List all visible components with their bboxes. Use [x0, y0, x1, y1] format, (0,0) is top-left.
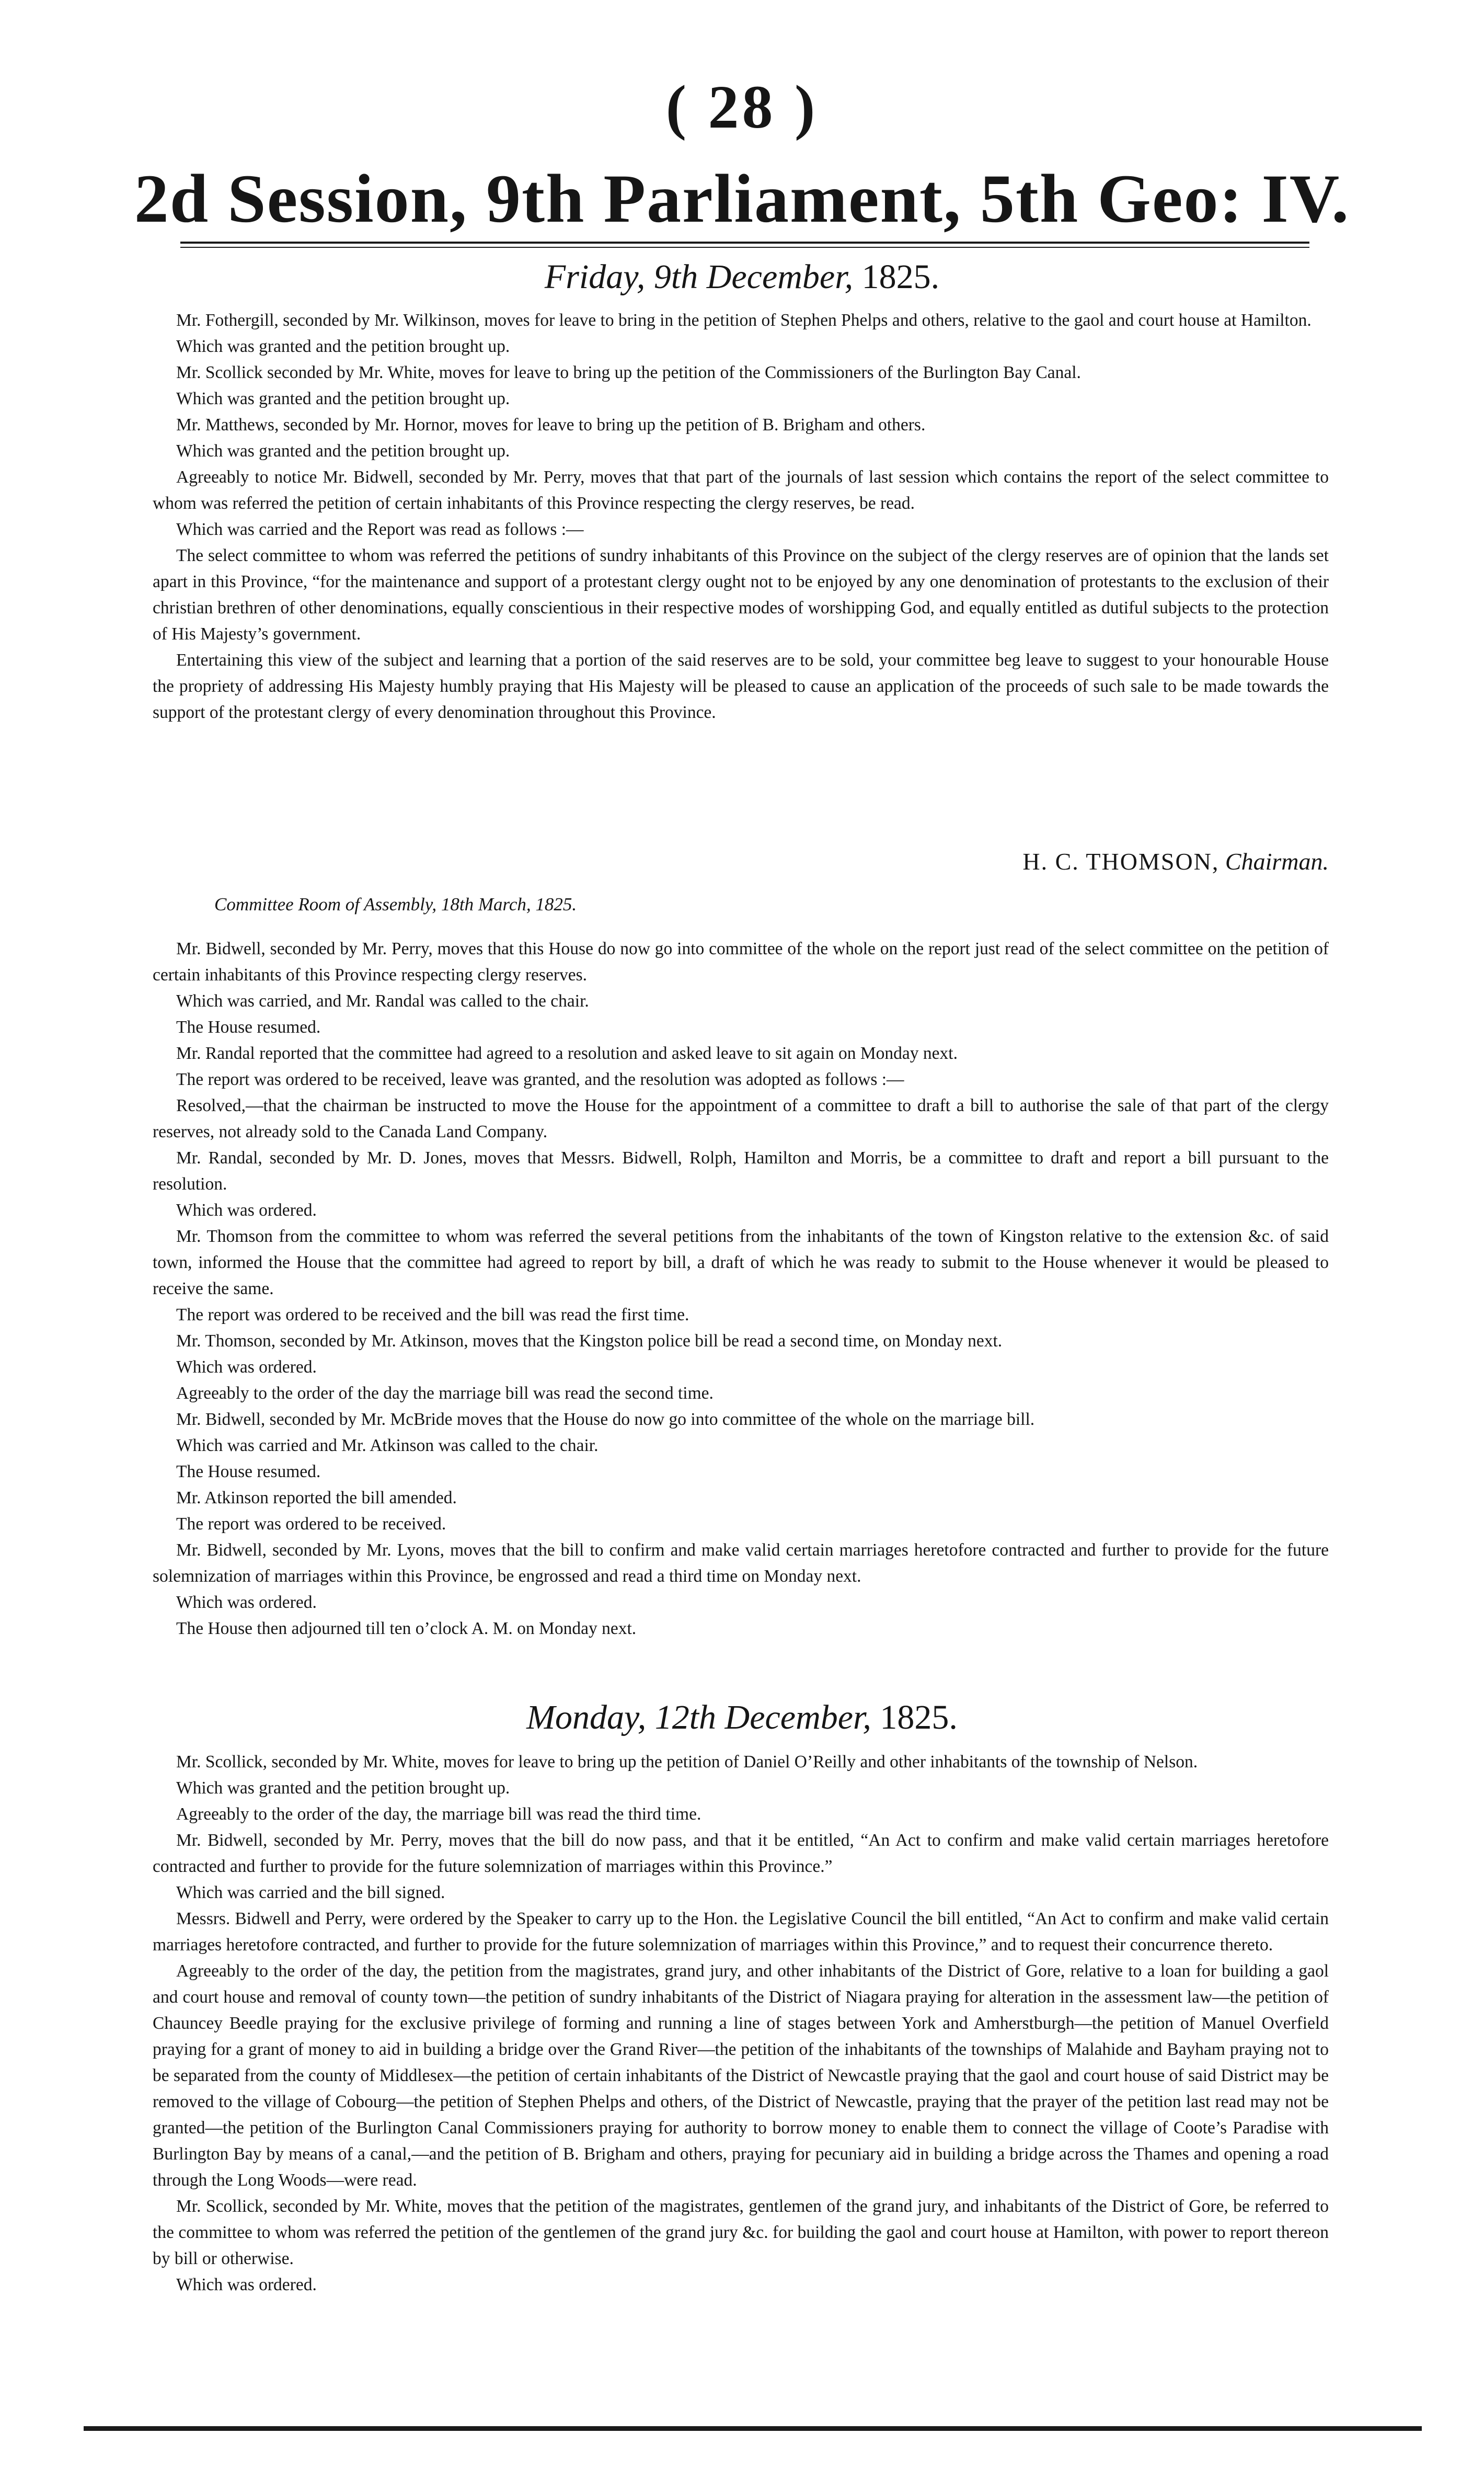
- paragraph: Which was granted and the petition brought up.: [176, 389, 510, 408]
- paragraph: Which was granted and the petition brought up.: [176, 1778, 510, 1798]
- paragraph: Agreeably to the order of the day, the marriage bill was read the third time.: [176, 1804, 701, 1824]
- paragraph: The House then adjourned till ten o’clock A. M. on Monday next.: [176, 1619, 637, 1638]
- paragraph: Mr. Bidwell, seconded by Mr. Perry, moves that this House do now go into committee of the whole on the report just read of the select committee on the petition of certain inhabitants of this Province respecting clergy reserves.: [153, 939, 1329, 985]
- friday-proceedings: [153, 307, 1329, 726]
- signature-name: H. C. THOMSON,: [1022, 848, 1220, 875]
- paragraph: Which was ordered.: [176, 1357, 317, 1377]
- paragraph: Mr. Thomson, seconded by Mr. Atkinson, moves that the Kingston police bill be read a second time, on Monday next.: [176, 1331, 1003, 1351]
- monday-date: Monday, 12th December,: [526, 1698, 871, 1736]
- paragraph: Mr. Bidwell, seconded by Mr. Perry, moves that the bill do now pass, and that it be entitled, “An Act to confirm and make valid certain marriages heretofore contracted and further to provide for the future solemnization of marriages within this Province.”: [153, 1831, 1329, 1876]
- title-rule: [180, 242, 1309, 248]
- paragraph: The report was ordered to be received.: [176, 1514, 446, 1534]
- paragraph: Mr. Bidwell, seconded by Mr. Lyons, moves that the bill to confirm and make valid certain marriages heretofore contracted and further to provide for the future solemnization of marriages within this Province, be engrossed and read a third time on Monday next.: [153, 1540, 1329, 1586]
- friday-proceedings-continued: [153, 936, 1329, 1642]
- paragraph: Which was granted and the petition brought up.: [176, 441, 510, 461]
- paragraph: Mr. Thomson from the committee to whom was referred the several petitions from the inhabitants of the town of Kingston relative to the extension &c. of said town, informed the House that the committee had agreed to report by bill, a draft of which he was ready to submit to the House whenever it would be pleased to receive the same.: [153, 1227, 1329, 1298]
- monday-proceedings: [153, 1749, 1329, 2298]
- paragraph: The House resumed.: [176, 1018, 321, 1037]
- friday-date: Friday, 9th December,: [544, 258, 854, 296]
- paragraph: The House resumed.: [176, 1462, 321, 1481]
- committee-room-line: Committee Room of Assembly, 18th March, 1825.: [214, 894, 577, 915]
- friday-date-year: 1825.: [861, 258, 940, 296]
- committee-signature: [153, 846, 1329, 877]
- monday-date-year: 1825.: [880, 1698, 958, 1736]
- paragraph: Which was carried, and Mr. Randal was called to the chair.: [176, 991, 589, 1011]
- paragraph: Which was ordered.: [176, 1593, 317, 1612]
- paragraph: Mr. Randal reported that the committee had agreed to a resolution and asked leave to sit again on Monday next.: [176, 1044, 958, 1063]
- paragraph: Agreeably to the order of the day the marriage bill was read the second time.: [176, 1384, 714, 1403]
- paragraph: The select committee to whom was referred the petitions of sundry inhabitants of this Province on the subject of the clergy reserves are of opinion that the lands set apart in this Province, “for the maintenance and support of a protestant clergy ought not to be enjoyed by any one denomination of protestants to the exclusion of their christian brethren of other denominations, equally conscientious in their respective modes of worshipping God, and equally entitled as dutiful subjects to the protection of His Majesty’s government.: [153, 546, 1329, 644]
- paragraph: Mr. Fothergill, seconded by Mr. Wilkinson, moves for leave to bring in the petition of Stephen Phelps and others, relative to the gaol and court house at Hamilton.: [176, 311, 1312, 330]
- paragraph: Mr. Scollick seconded by Mr. White, moves for leave to bring up the petition of the Commissioners of the Burlington Bay Canal.: [176, 363, 1081, 382]
- signature-role: Chairman.: [1225, 848, 1329, 875]
- paragraph: Which was carried and the bill signed.: [176, 1883, 445, 1902]
- session-title: 2d Session, 9th Parliament, 5th Geo: IV.: [134, 160, 1350, 237]
- paragraph: Mr. Scollick, seconded by Mr. White, moves for leave to bring up the petition of Daniel O’Reilly and other inhabitants of the township of Nelson.: [176, 1752, 1198, 1772]
- paragraph: Mr. Matthews, seconded by Mr. Hornor, moves for leave to bring up the petition of B. Brigham and others.: [176, 415, 926, 435]
- friday-date-heading: [0, 256, 1484, 298]
- paragraph: Resolved,—that the chairman be instructed to move the House for the appointment of a committee to draft a bill to authorise the sale of that part of the clergy reserves, not already sold to the Canada Land Company.: [153, 1096, 1329, 1141]
- paragraph: Which was ordered.: [176, 2275, 317, 2294]
- paragraph: Which was granted and the petition brought up.: [176, 337, 510, 356]
- paragraph: Mr. Atkinson reported the bill amended.: [176, 1488, 457, 1507]
- paragraph: Agreeably to the order of the day, the petition from the magistrates, grand jury, and other inhabitants of the District of Gore, relative to a loan for building a gaol and court house and removal of county town—the petition of sundry inhabitants of the District of Niagara praying for alteration in the assessment law—the petition of Chauncey Beedle praying for the exclusive privilege of forming and running a line of stages between York and Amherstburgh—the petition of Manuel Overfield praying for a grant of money to aid in building a bridge over the Grand River—the petition of the inhabitants of the townships of Malahide and Bayham praying not to be separated from the county of Middlesex—the petition of certain inhabitants of the District of Newcastle praying that the gaol and court house of said District may be removed to the village of Cobourg—the petition of Stephen Phelps and others, of the District of Newcastle, praying that the prayer of the petition last read may not be granted—the petition of the Burlington Canal Commissioners praying for authority to borrow money to enable them to connect the village of Coote’s Paradise with Burlington Bay by means of a canal,—and the petition of B. Brigham and others, praying for pecuniary aid in building a bridge across the Thames and opening a road through the Long Woods—were read.: [153, 1961, 1329, 2190]
- paragraph: Messrs. Bidwell and Perry, were ordered by the Speaker to carry up to the Hon. the Legislative Council the bill entitled, “An Act to confirm and make valid certain marriages heretofore contracted, and further to provide for the future solemnization of marriages within this Province,” and to request their concurrence thereto.: [153, 1909, 1329, 1955]
- paragraph: Which was ordered.: [176, 1201, 317, 1220]
- page-number: ( 28 ): [665, 73, 819, 141]
- paragraph: Mr. Randal, seconded by Mr. D. Jones, moves that Messrs. Bidwell, Rolph, Hamilton and Morris, be a committee to draft and report a bill pursuant to the resolution.: [153, 1148, 1329, 1194]
- bottom-rule: [84, 2426, 1422, 2431]
- monday-date-heading: [0, 1697, 1484, 1739]
- paragraph: Agreeably to notice Mr. Bidwell, seconded by Mr. Perry, moves that that part of the journals of last session which contains the report of the select committee to whom was referred the petition of certain inhabitants of this Province respecting the clergy reserves, be read.: [153, 467, 1329, 513]
- paragraph: Mr. Scollick, seconded by Mr. White, moves that the petition of the magistrates, gentlemen of the grand jury, and inhabitants of the District of Gore, be referred to the committee to whom was referred the petition of the gentlemen of the grand jury &c. for building the gaol and court house at Hamilton, with power to report thereon by bill or otherwise.: [153, 2197, 1329, 2268]
- paragraph: The report was ordered to be received, leave was granted, and the resolution was adopted as follows :—: [176, 1070, 904, 1089]
- paragraph: The report was ordered to be received and the bill was read the first time.: [176, 1305, 689, 1324]
- paragraph: Mr. Bidwell, seconded by Mr. McBride moves that the House do now go into committee of the whole on the marriage bill.: [176, 1410, 1035, 1429]
- paragraph: Which was carried and Mr. Atkinson was called to the chair.: [176, 1436, 599, 1455]
- paragraph: Which was carried and the Report was read as follows :—: [176, 520, 584, 539]
- paragraph: Entertaining this view of the subject and learning that a portion of the said reserves are to be sold, your committee beg leave to suggest to your honourable House the propriety of addressing His Majesty humbly praying that His Majesty will be pleased to cause an application of the proceeds of such sale to be made towards the support of the protestant clergy of every denomination throughout this Province.: [153, 650, 1329, 722]
